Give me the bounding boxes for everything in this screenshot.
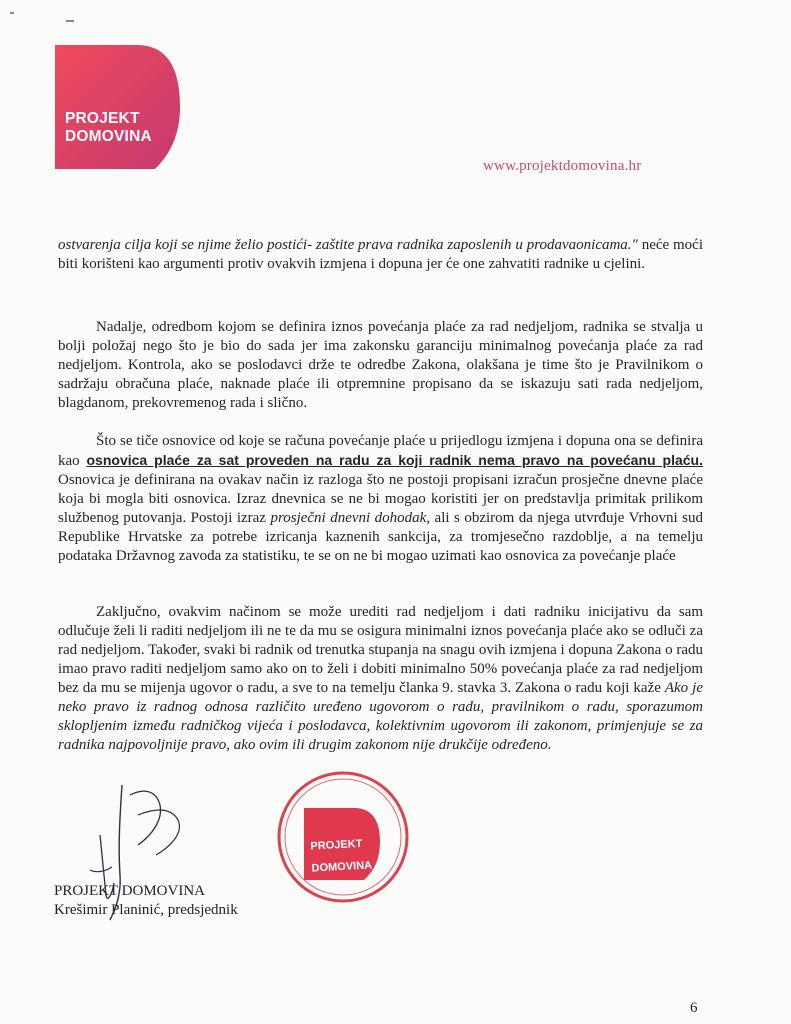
paragraph-3-bold: osnovica plaće za sat proveden na radu za koji radnik nema pravo na povećanu plaću. [86,452,703,468]
logo-line2: DOMOVINA [65,128,152,145]
logo-text [65,110,152,146]
paragraph-2-text: Nadalje, odredbom kojom se definira iznos povećanja plaće za rad nedjeljom, radnika se stvalja u bolji položaj nego što je bio do sada jer ima zakonsku garanciju minimalnog povećanja plaće za rad nedjeljom. Kontrola, ako se poslodavci drže te odredbe Zakona, olakšana je time što je Pravilnikom o sadržaju obračuna plaće, naknade plaće ili otpremnine propisano da se iskazuju sati rada nedjeljom, blagdanom, prekovremenog rada i slično. [58,319,703,411]
scan-mark [10,12,14,14]
paragraph-1 [58,236,703,274]
stamp-line1: PROJEKT [310,837,363,853]
paragraph-4-italic: Ako je neko pravo iz radnog odnosa različito uređeno ugovorom o radu, pravilnikom o radu, sporazumom sklopljenim između radničkog vijeća i poslodavca, kolektivnim ugovorom ili zakonom, primjenjuje se za radnika najpovoljnije pravo, ako ovim ili drugim zakonom nije drukčije određeno. [58,680,703,753]
projekt-domovina-logo [55,45,180,169]
paragraph-1-italic: ostvarenja cilja koji se njime želio postići- zaštite prava radnika zaposlenih u prodavaonicama." [58,237,638,253]
signature-org: PROJEKT DOMOVINA [54,883,205,899]
page-number: 6 [690,1000,698,1016]
stamp-text [310,832,373,879]
paragraph-3 [58,432,703,566]
stamp-line2: DOMOVINA [311,859,373,875]
paragraph-2 [58,318,703,413]
paragraph-3-italic: prosječni dnevni dohodak [270,510,427,526]
website-url[interactable]: www.projektdomovina.hr [483,158,642,174]
scan-mark [66,20,74,22]
paragraph-4 [58,603,703,755]
paragraph-3-part3: , ali s obzirom da njega utvrđuje Vrhovni sud Republike Hrvatske za potrebe izricanja kaznenih sankcija, za tromjesečno razdoblje, a na temelju podataka Državnog zavoda za statistiku, te se on ne bi mogao uzimati kao osnovica za povećanje plaće [58,510,703,564]
logo-line1: PROJEKT [65,110,140,127]
paragraph-3-part1: Što se tiče osnovice od koje se računa povećanje plaće u prijedlogu izmjena i dopuna ona se definira kao [58,433,703,469]
paragraph-3-part2: Osnovica je definirana na ovakav način iz razloga što ne postoji propisani izračun prosječne dnevne plaće koja bi mogla biti osnovica. Izraz dnevnica se ne bi mogao koristiti jer on predstavlja primitak prilikom službenog putovanja. Postoji izraz [58,472,703,526]
paragraph-1-text: neće moći biti korišteni kao argumenti protiv ovakvih izmjena i dopuna jer će one zahvatiti radnike u cjelini. [58,237,704,272]
signature-person: Krešimir Planinić, predsjednik [54,902,238,918]
paragraph-4-part1: Zaključno, ovakvim načinom se može urediti rad nedjeljom i dati radniku inicijativu da sam odlučuje želi li raditi nedjeljom ili ne te da mu se osigura minimalni iznos povećanja plaće ako se odluči za rad nedjeljom. Također, svaki bi radnik od trenutka stupanja na snagu ovih izmjena i dopuna Zakona o radu imao pravo raditi nedjeljom samo ako on to želi i dobiti minimalno 50% povećanja plaće za rad nedjeljom bez da mu se mijenja ugovor o radu, a sve to na temelju članka 9. stavka 3. Zakona o radu koji kaže [58,604,703,696]
